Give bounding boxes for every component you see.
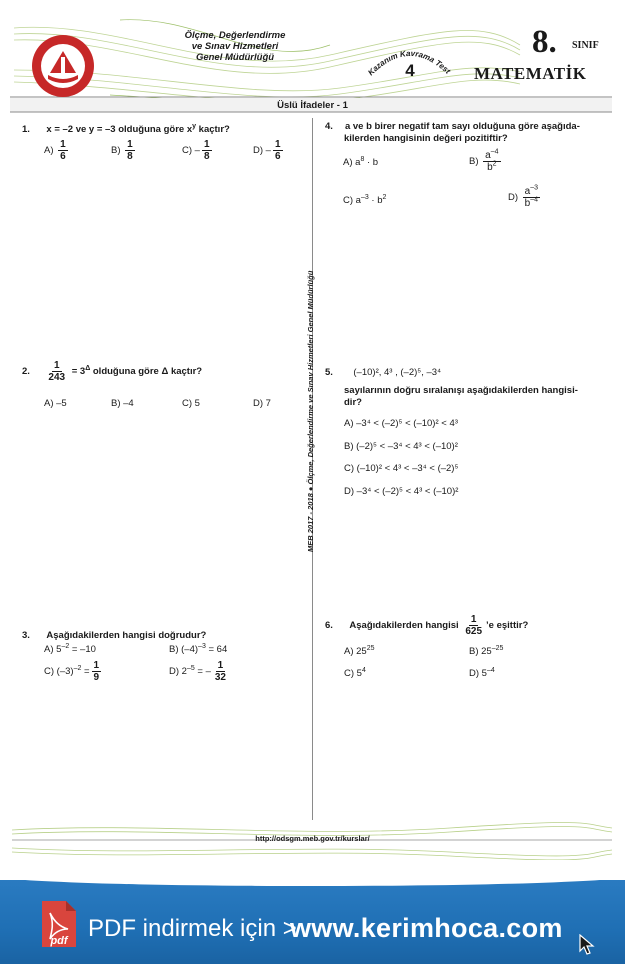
q5-option-d[interactable]: D) –3⁴ < (–2)⁵ < 4³ < (–10)² (344, 486, 459, 497)
question-text: $\frac{1}{243}$ = $3^\Delta$ olduğuna göre Δ kaçtır? (48, 360, 203, 383)
q6-option-b[interactable]: B) $25^{-25}$ (469, 644, 504, 657)
org-line-2: ve Sınav Hizmetleri (191, 41, 279, 52)
question-number: 3. (22, 630, 30, 641)
q6-option-c[interactable]: C) $5^4$ (344, 666, 366, 679)
question-text-line-1: sayılarının doğru sıralanışı aşağıdakilerden hangisi- (344, 385, 578, 396)
question-6 (325, 614, 528, 637)
question-text: Aşağıdakilerden hangisi $\frac{1}{625}$ ’e eşittir? (349, 614, 529, 637)
q6-option-d[interactable]: D) $5^{-4}$ (469, 666, 495, 679)
question-number: 1. (22, 124, 30, 135)
q1-option-d[interactable]: D) – $\frac{1}{6}$ (253, 139, 281, 162)
q2-option-a[interactable]: A) –5 (44, 398, 67, 409)
q4-option-c[interactable]: C) $a^{-3} \cdot b^2$ (343, 193, 387, 206)
q5-option-c[interactable]: C) (–10)² < 4³ < –3⁴ < (–2)⁵ (344, 463, 459, 474)
grade-number: 8. (532, 24, 557, 60)
q4-option-a[interactable]: A) $a^8 \cdot b$ (343, 155, 379, 168)
question-numbers: (–10)², 4³ , (–2)⁵, –3⁴ (353, 367, 442, 378)
question-text: Aşağıdakilerden hangisi doğrudur? (46, 630, 207, 641)
test-number: 4 (405, 61, 415, 80)
question-1 (22, 119, 307, 137)
pdf-icon-label: pdf (50, 935, 68, 947)
banner-text: PDF indirmek için > (88, 915, 297, 942)
q1-option-a[interactable]: A) $\frac{1}{6}$ (44, 139, 66, 162)
topic-title: Üslü İfadeler - 1 (277, 100, 348, 111)
q5-option-b[interactable]: B) (–2)⁵ < –3⁴ < 4³ < (–10)² (344, 441, 458, 452)
question-3 (22, 625, 206, 643)
question-4 (325, 119, 610, 145)
question-text-line-1: a ve b birer negatif tam sayı olduğuna göre aşağıda- (344, 121, 580, 132)
q5-option-a[interactable]: A) –3⁴ < (–2)⁵ < (–10)² < 4³ (344, 418, 458, 429)
q3-option-d[interactable]: D) $2^{-5}$ = – $\frac{1}{32}$ (169, 660, 226, 683)
subject-title: MATEMATİK (474, 64, 587, 83)
org-name (165, 30, 305, 63)
banner-site-link[interactable]: www.kerimhoca.com (290, 913, 563, 943)
org-line-1: Ölçme, Değerlendirme (184, 30, 286, 41)
ministry-logo (30, 33, 96, 99)
q2-option-c[interactable]: C) 5 (182, 398, 200, 409)
q6-option-a[interactable]: A) $25^{25}$ (344, 644, 375, 657)
question-number: 5. (325, 367, 333, 378)
q3-option-c[interactable]: C) $(-3)^{-2}$ = $\frac{1}{9}$ (44, 660, 100, 683)
question-text-line-2: dir? (344, 397, 362, 408)
spine-text: MEB 2017 - 2018 ● Ölçme, Değerlendirme ve Sınav Hizmetleri Genel Müdürlüğü (306, 270, 315, 552)
q4-option-d[interactable]: D) $\frac{a^{-3}}{b^{-4}}$ (508, 184, 539, 209)
q1-option-c[interactable]: C) – $\frac{1}{8}$ (182, 139, 210, 162)
cursor-icon (578, 934, 596, 956)
q3-option-b[interactable]: B) $(-4)^{-3} = 64$ (169, 642, 228, 655)
q4-option-b[interactable]: B) $\frac{a^{-4}}{b^2}$ (469, 148, 499, 173)
question-number: 4. (325, 121, 333, 132)
question-number: 6. (325, 620, 333, 632)
question-5-text (344, 385, 614, 409)
question-text: x = –2 ve y = –3 olduğuna göre $x^y$ kaçtır? (46, 122, 230, 135)
question-number: 2. (22, 366, 30, 378)
grade-label: SINIF (572, 40, 599, 51)
question-5 (325, 362, 441, 380)
q2-option-b[interactable]: B) –4 (111, 398, 134, 409)
q1-option-b[interactable]: B) $\frac{1}{8}$ (111, 139, 133, 162)
question-text-line-2: kilerden hangisinin değeri pozitiftir? (344, 133, 508, 144)
footer-url[interactable]: http://odsgm.meb.gov.tr/kurslar/ (255, 834, 370, 843)
org-line-3: Genel Müdürlüğü (195, 52, 275, 63)
q3-option-a[interactable]: A) $5^{-2} = -10$ (44, 642, 96, 655)
question-2 (22, 360, 307, 383)
q2-option-d[interactable]: D) 7 (253, 398, 271, 409)
test-label: Kazanım Kavrama Test (366, 48, 453, 78)
